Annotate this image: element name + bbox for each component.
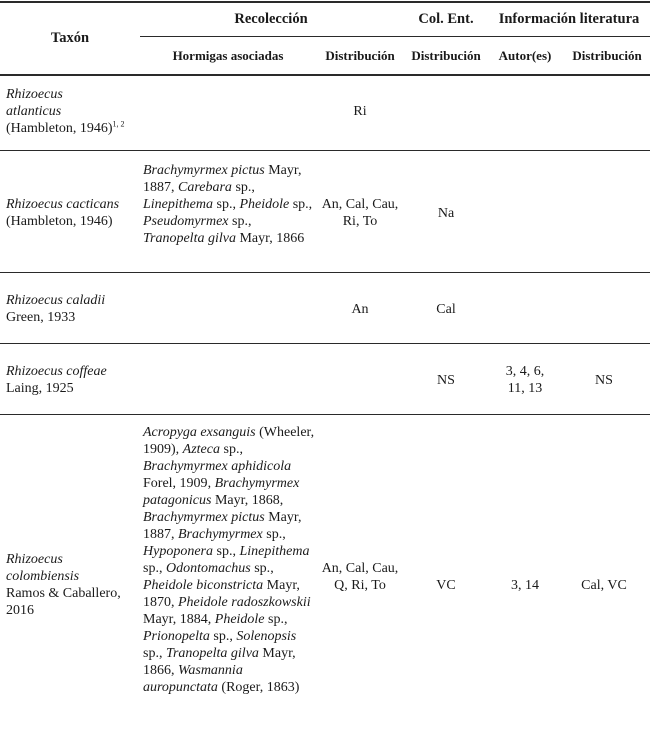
ant-name: Hypoponera [143,544,213,559]
row-distribucion-literatura: NS [595,373,613,388]
header-hormigas-asociadas: Hormigas asociadas [172,48,284,63]
taxon-authority: (Hambleton, 1946) [6,121,113,136]
row-hormigas: Brachymyrmex pictus Mayr, 1887, Carebara sp., Linepithema sp., Pheidole sp., Pseudomyrmex sp., Tranopelta gilva Mayr, 1866 [143,163,313,246]
ant-name: Pheidole [214,612,265,627]
rule-row-2 [0,272,650,273]
row-col-ent: VC [436,578,456,593]
ant-author: Mayr, 1870 [143,578,300,610]
header-distribucion-col-ent: Distribución [411,48,481,63]
ant-author: Mayr, 1866 [239,231,305,246]
ant-name: Pheidole biconstricta [143,578,264,593]
ant-name: Wasmannia auropunctata [143,663,243,695]
row-col-ent: Cal [436,302,456,317]
taxon-species: cacticans [66,197,120,212]
rule-group-underline [140,36,650,37]
row-autores: 3, 14 [511,578,539,593]
row-taxon [6,196,136,230]
row-taxon [6,86,136,137]
taxon-genus: Rhizoecus [6,87,63,102]
taxon-authority: Ramos & Caballero, 2016 [6,586,121,618]
taxon-genus: Rhizoecus [6,293,63,308]
row-hormigas: Acropyga exsanguis (Wheeler, 1909), Azteca sp., Brachymyrmex aphidicola Forel, 1909, Brachymyrmex patagonicus Mayr, 1868, Brachymyrmex pictus Mayr, 1887, Brachymyrmex sp., Hypoponera sp., Linepithema sp., Odontomachus sp., Pheidole biconstricta Mayr, 1870, Pheidole radoszkowskii Mayr, 1884, Pheidole sp., Prionopelta sp., Solenopsis sp., Tranopelta gilva Mayr, 1866, Wasmannia auropunctata (Roger, 1863) [143,425,315,695]
taxon-authority: (Hambleton, 1946) [6,214,113,229]
ant-name: Tranopelta gilva [165,646,259,661]
rule-top [0,1,650,3]
row-distribucion-recoleccion: An, Cal, Cau, Q, Ri, To [321,561,399,593]
ant-author: sp. [268,612,284,627]
ant-author: sp. [216,197,233,212]
taxon-authority: Green, 1933 [6,310,76,325]
ant-author: Mayr, 1868 [214,493,280,508]
ant-author: (Roger, 1863) [221,680,300,695]
ant-author: Mayr, 1866 [143,646,296,678]
taxon-species: atlanticus [6,104,62,119]
row-autores: 3, 4, 6, 11, 13 [505,364,545,396]
ant-author: sp. [292,197,309,212]
ant-author: sp. [216,544,233,559]
ant-author: Mayr, 1887 [143,163,302,195]
ant-name: Brachymyrmex patagonicus [143,476,300,508]
taxon-species: caladii [66,293,106,308]
row-taxon [6,292,136,326]
row-distribucion-recoleccion: An, Cal, Cau, Ri, To [321,197,399,229]
ant-name: Pheidole radoszkowskii [178,595,311,610]
ant-author: Forel, 1909 [143,476,208,491]
header-distribucion-literatura: Distribución [572,48,642,63]
rule-row-4 [0,414,650,415]
ant-name: Linepithema [239,544,310,559]
header-autores: Autor(es) [498,48,552,63]
ant-name: Pseudomyrmex [143,214,229,229]
row-distribucion-literatura: Cal, VC [581,578,627,593]
ant-name: Odontomachus [165,561,251,576]
row-distribucion-recoleccion: Ri [353,104,367,119]
ant-name: Brachymyrmex pictus [143,163,265,178]
ant-name: Brachymyrmex pictus [143,510,265,525]
taxon-species: coffeae [66,364,107,379]
ant-name: Tranopelta gilva [143,231,236,246]
taxon-genus: Rhizoecus [6,552,63,567]
ant-author: sp. [232,214,248,229]
ant-name: Brachymyrmex aphidicola [143,459,292,474]
taxon-authority: Laing, 1925 [6,381,74,396]
rule-header-bottom [0,74,650,76]
ant-author: sp. [235,180,252,195]
ant-name: Solenopsis [236,629,297,644]
header-taxon: Taxón [50,30,90,46]
ant-author: sp. [223,442,240,457]
taxon-species: colombiensis [6,569,80,584]
rule-row-1 [0,150,650,151]
header-recoleccion: Recolección [234,11,308,27]
header-col-ent: Col. Ent. [418,11,474,27]
ant-name: Pheidole [239,197,290,212]
ant-author: sp. [143,561,159,576]
taxon-genus: Rhizoecus [6,197,63,212]
row-distribucion-recoleccion: An [351,302,369,317]
ant-author: sp. [266,527,283,542]
ant-author: sp. [213,629,230,644]
header-informacion-literatura: Información literatura [498,11,640,27]
ant-author: (Wheeler, 1909) [143,425,315,457]
taxon-genus: Rhizoecus [6,364,63,379]
ant-name: Carebara [178,180,232,195]
ant-author: sp. [143,646,159,661]
row-col-ent: NS [437,373,455,388]
ant-name: Linepithema [143,197,213,212]
ant-author: sp. [254,561,271,576]
row-taxon [6,551,136,619]
header-distribucion-recoleccion: Distribución [325,48,395,63]
rule-row-3 [0,343,650,344]
ant-name: Brachymyrmex [178,527,263,542]
ant-author: Mayr, 1887 [143,510,302,542]
row-taxon [6,363,136,397]
ant-name: Azteca [182,442,220,457]
row-col-ent: Na [437,206,455,221]
ant-author: Mayr, 1884 [143,612,208,627]
ant-name: Acropyga exsanguis [143,425,256,440]
taxon-note: 1, 2 [112,119,125,129]
ant-name: Prionopelta [143,629,210,644]
